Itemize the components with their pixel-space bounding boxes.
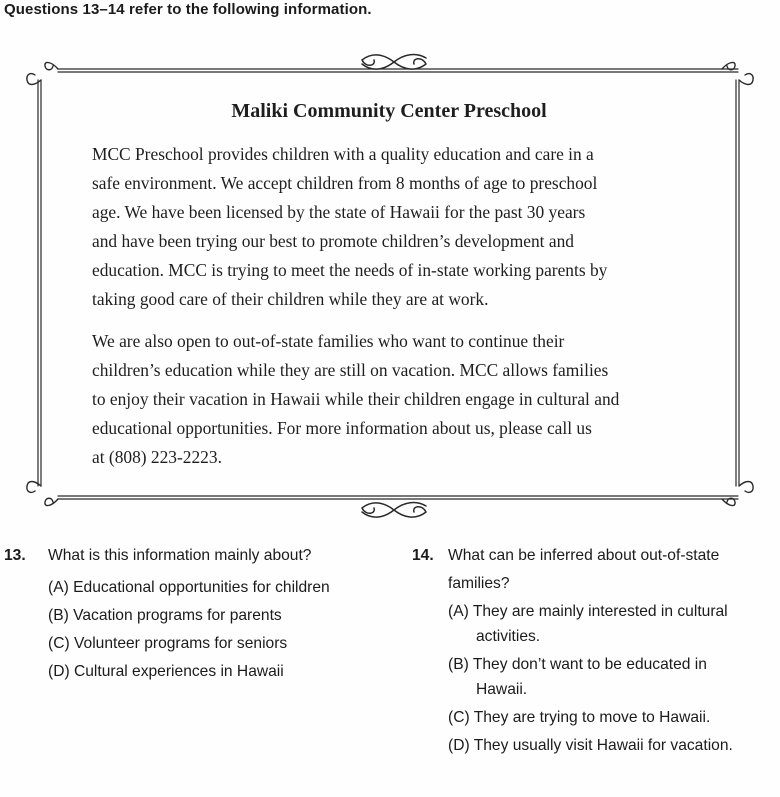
- passage-line: and have been trying our best to promote children’s development and: [92, 231, 574, 251]
- passage-line: We are also open to out-of-state families who want to continue their: [92, 331, 565, 351]
- answer-option-b[interactable]: (B) They don’t want to be educated in: [448, 656, 707, 673]
- question-number: 13.: [4, 547, 26, 564]
- answer-option-c[interactable]: (C) They are trying to move to Hawaii.: [448, 709, 711, 726]
- answer-option-a[interactable]: (A) They are mainly interested in cultural: [448, 603, 728, 620]
- passage-line: taking good care of their children while they are at work.: [92, 289, 489, 309]
- passage-line: at (808) 223-2223.: [92, 447, 222, 467]
- answer-option-c[interactable]: (C) Volunteer programs for seniors: [48, 635, 288, 652]
- answer-option-b-continuation: Hawaii.: [476, 681, 528, 698]
- passage-title: Maliki Community Center Preschool: [231, 100, 547, 122]
- corner-curl-bottom-left: [27, 482, 58, 506]
- passage-paragraph-1: [92, 140, 704, 314]
- answer-option-a-continuation: activities.: [476, 628, 541, 645]
- corner-curl-top-right: [722, 62, 753, 84]
- answer-option-a[interactable]: (A) Educational opportunities for children: [48, 579, 330, 596]
- passage-line: MCC Preschool provides children with a quality education and care in a: [92, 144, 594, 164]
- passage-line: age. We have been licensed by the state of Hawaii for the past 30 years: [92, 202, 586, 222]
- passage-box: [92, 100, 704, 485]
- answer-option-d[interactable]: (D) Cultural experiences in Hawaii: [48, 663, 284, 680]
- top-center-ornament: [362, 55, 426, 70]
- corner-curl-top-left: [27, 62, 58, 84]
- bottom-center-ornament: [362, 503, 426, 518]
- passage-line: educational opportunities. For more information about us, please call us: [92, 418, 592, 438]
- answer-option-b[interactable]: (B) Vacation programs for parents: [48, 607, 282, 624]
- question-stem-line-1: What can be inferred about out-of-state: [448, 547, 720, 564]
- corner-curl-bottom-right: [722, 482, 753, 506]
- passage-line: to enjoy their vacation in Hawaii while their children engage in cultural and: [92, 389, 620, 409]
- answer-option-d[interactable]: (D) They usually visit Hawaii for vacation.: [448, 737, 733, 754]
- passage-line: education. MCC is trying to meet the needs of in-state working parents by: [92, 260, 608, 280]
- question-set-intro: Questions 13–14 refer to the following information.: [4, 1, 372, 18]
- question-stem: What is this information mainly about?: [48, 547, 312, 564]
- passage-line: safe environment. We accept children from 8 months of age to preschool: [92, 173, 598, 193]
- passage-line: children’s education while they are still on vacation. MCC allows families: [92, 360, 609, 380]
- question-stem-line-2: families?: [448, 575, 510, 592]
- question-number: 14.: [412, 547, 434, 564]
- passage-paragraph-2: [92, 327, 704, 472]
